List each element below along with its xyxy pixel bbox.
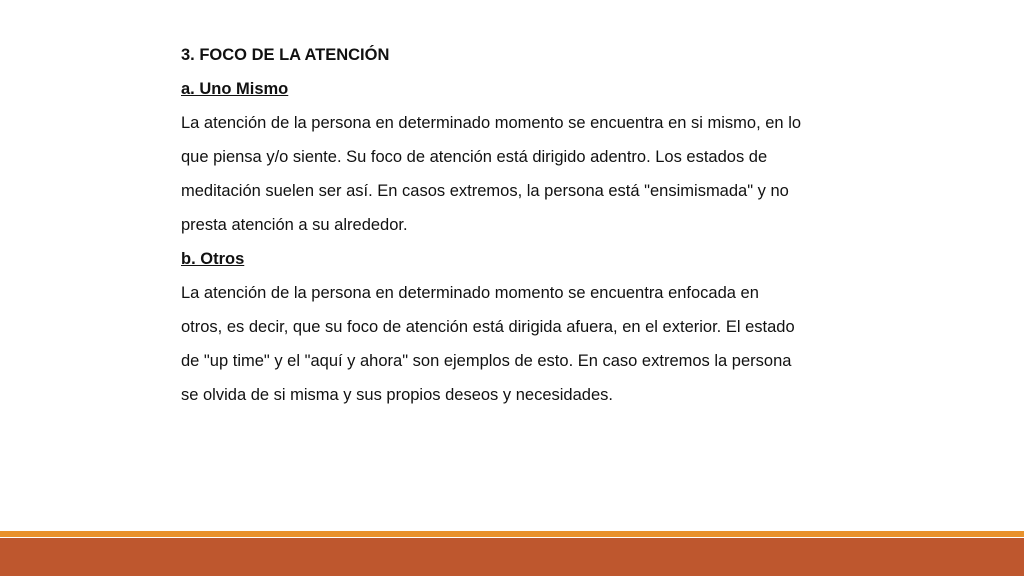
- body-line: de "up time" y el "aquí y ahora" son ejemplos de esto. En caso extremos la persona: [181, 352, 792, 370]
- section-heading-otros: b. Otros: [181, 250, 245, 268]
- section-heading-uno-mismo: a. Uno Mismo: [181, 80, 289, 98]
- body-line: meditación suelen ser así. En casos extremos, la persona está "ensimismada" y no: [181, 182, 789, 200]
- body-line: se olvida de si misma y sus propios deseos y necesidades.: [181, 386, 613, 404]
- body-line: presta atención a su alrededor.: [181, 216, 408, 234]
- body-line: La atención de la persona en determinado momento se encuentra enfocada en: [181, 284, 759, 302]
- slide-title: 3. FOCO DE LA ATENCIÓN: [181, 46, 390, 64]
- footer-accent-line: [0, 531, 1024, 537]
- body-line: que piensa y/o siente. Su foco de atención está dirigido adentro. Los estados de: [181, 148, 768, 166]
- body-line: La atención de la persona en determinado momento se encuentra en si mismo, en lo: [181, 114, 802, 132]
- slide-content: [181, 38, 861, 412]
- footer-bar: [0, 538, 1024, 576]
- body-line: otros, es decir, que su foco de atención está dirigida afuera, en el exterior. El estado: [181, 318, 795, 336]
